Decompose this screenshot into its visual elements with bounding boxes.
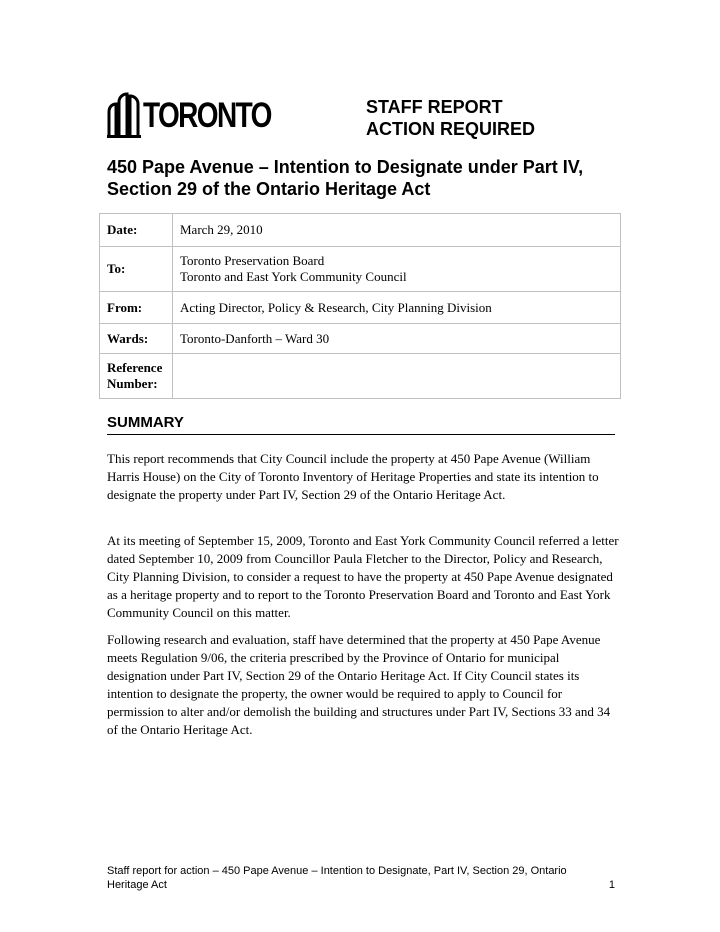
report-type-heading: [366, 96, 535, 140]
report-title: [107, 156, 627, 200]
date-label: Date:: [100, 214, 173, 247]
summary-paragraph-3: Following research and evaluation, staff have determined that the property at 450 Pape Avenue meets Regulation 9/06, the criteria prescribed by the Province of Ontario for municipal designation under Part IV, Section 29 of the Ontario Heritage Act. If City Council states its intention to designate the property, the owner would be required to apply to Council for permission to alter and/or demolish the building and structures under Part IV, Sections 33 and 34 of the Ontario Heritage Act.: [107, 632, 611, 737]
reference-value: [173, 354, 621, 399]
summary-paragraph-2: At its meeting of September 15, 2009, Toronto and East York Community Council referred a letter dated September 10, 2009 from Councillor Paula Fletcher to the Director, Policy and Research, City Planning Division, to consider a request to have the property at 450 Pape Avenue designated as a heritage property and to report to the Toronto Preservation Board and Toronto and East York Community Council on this matter.: [107, 533, 619, 620]
info-row-wards: [100, 324, 621, 354]
info-row-reference: [100, 354, 621, 399]
toronto-logo: [107, 92, 271, 138]
footer-line-2: Heritage Act: [107, 879, 167, 891]
page-number: 1: [608, 879, 615, 891]
report-title-line-1: 450 Pape Avenue – Intention to Designate under Part IV,: [107, 157, 584, 177]
from-value: Acting Director, Policy & Research, City Planning Division: [173, 292, 621, 324]
reference-label-line-2: Number:: [107, 376, 158, 391]
report-info-table: [99, 213, 621, 399]
wards-label: Wards:: [100, 324, 173, 354]
report-type-line-2: ACTION REQUIRED: [366, 119, 536, 139]
to-recipient-1: Toronto Preservation Board: [180, 253, 325, 268]
to-value: [173, 247, 621, 292]
info-row-to: [100, 247, 621, 292]
city-hall-icon: [107, 92, 143, 138]
report-title-line-2: Section 29 of the Ontario Heritage Act: [107, 179, 431, 199]
info-row-date: [100, 214, 621, 247]
from-label: From:: [100, 292, 173, 324]
to-recipient-2: Toronto and East York Community Council: [180, 269, 407, 284]
page-footer: [107, 864, 615, 892]
wards-value: Toronto-Danforth – Ward 30: [173, 324, 621, 354]
info-row-from: [100, 292, 621, 324]
logo-wordmark: TORONTO: [143, 96, 271, 135]
footer-line-1: Staff report for action – 450 Pape Avenue – Intention to Designate, Part IV, Section 29, Ontario: [107, 865, 567, 877]
summary-heading: SUMMARY: [107, 414, 615, 435]
summary-paragraph-1: This report recommends that City Council include the property at 450 Pape Avenue (William Harris House) on the City of Toronto Inventory of Heritage Properties and state its intention to designate the property under Part IV, Section 29 of the Ontario Heritage Act.: [107, 451, 599, 502]
to-label: To:: [100, 247, 173, 292]
date-value: March 29, 2010: [173, 214, 621, 247]
reference-label-line-1: Reference: [107, 360, 163, 375]
reference-label: [100, 354, 173, 399]
report-type-line-1: STAFF REPORT: [366, 97, 503, 117]
